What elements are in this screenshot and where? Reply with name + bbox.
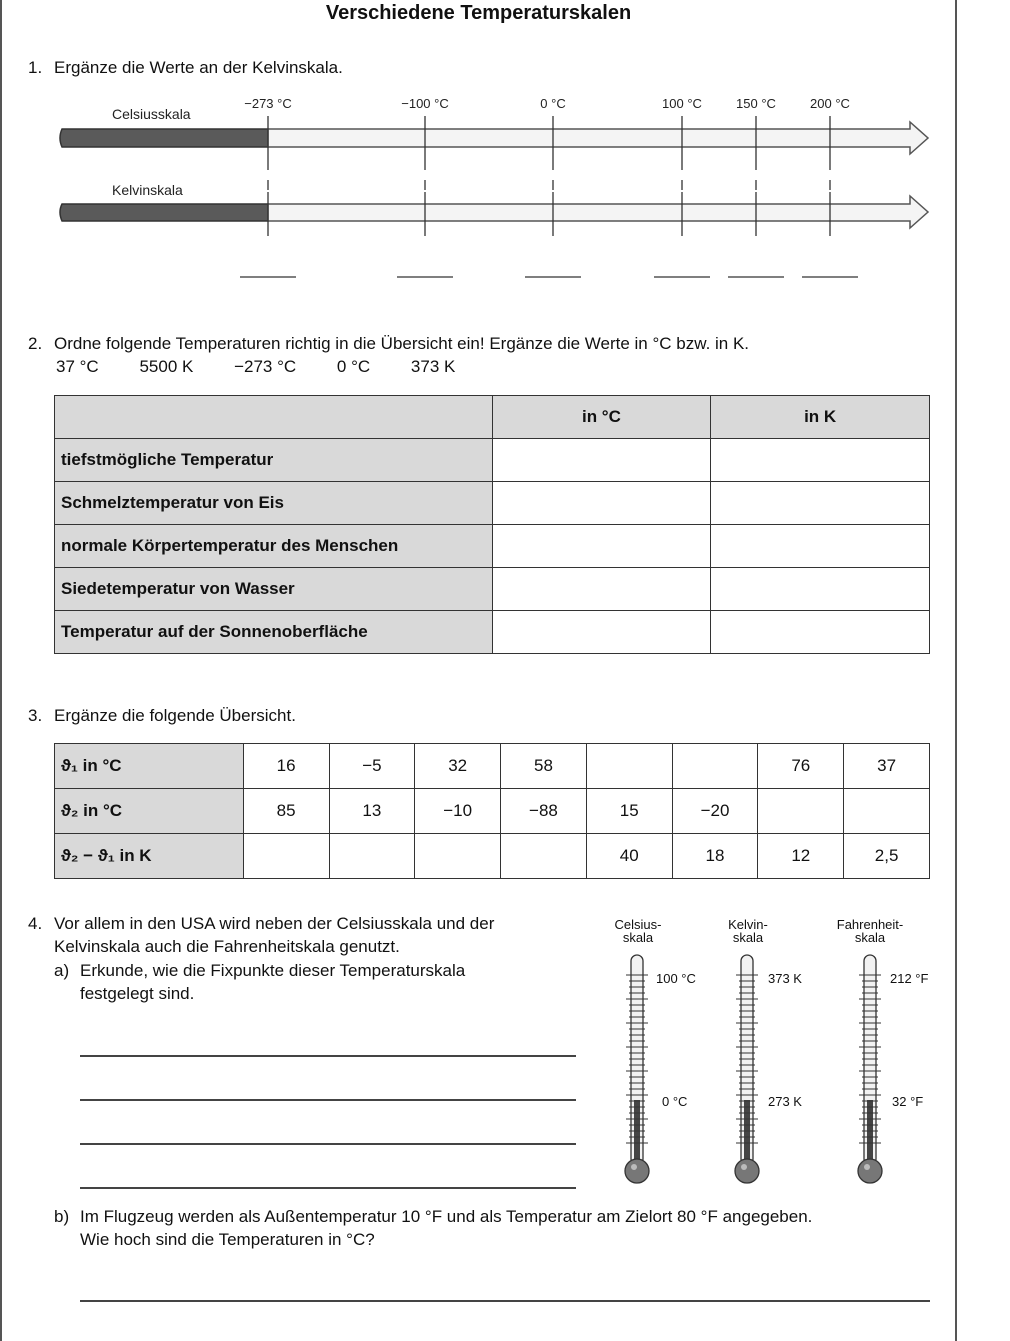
caption-line: skala [732,930,764,945]
subquestion-text: Im Flugzeug werden als Außentemperatur 10 °F und als Temperatur am Zielort 80 °F angegeben. [80,1207,813,1226]
question-number: 3. [28,706,43,725]
row-label: ϑ₁ in °C [55,744,244,789]
row-label: tiefstmögliche Temperatur [55,439,493,482]
celsius-scale-label: Celsiusskala [112,106,191,122]
tick-label: 0 °C [540,96,566,111]
thermometer-top-value: 373 K [768,971,802,986]
answer-line[interactable] [80,1187,576,1189]
temperature-item: 373 K [410,357,456,376]
thermometer-top-value: 212 °F [890,971,929,986]
question-number: 4. [28,914,43,933]
header-kelvin: in K [711,396,930,439]
subquestion-label: a) [54,961,70,980]
table-row [55,439,930,482]
table-cell[interactable]: 12 [758,834,844,879]
subquestion-a [54,961,465,981]
question-number: 1. [28,58,43,77]
header-empty [55,396,493,439]
table-cell[interactable] [758,789,844,834]
kelvin-scale-bar [60,196,928,228]
table-cell[interactable] [329,834,415,879]
question-text: Ergänze die folgende Übersicht. [54,706,296,725]
answer-cell-kelvin[interactable] [711,482,930,525]
thermometer-caption [820,918,920,944]
answer-cell-celsius[interactable] [492,568,711,611]
answer-line[interactable] [80,1099,576,1101]
answer-line[interactable] [80,1300,930,1302]
caption-line: Celsius- [614,917,662,932]
thermometer-caption [708,918,788,944]
answer-cell-kelvin[interactable] [711,611,930,654]
celsius-scale-bar [60,122,928,154]
table-row [55,482,930,525]
answer-cell-kelvin[interactable] [711,439,930,482]
table-cell[interactable] [243,834,329,879]
table-row [55,789,930,834]
row-label: Schmelztemperatur von Eis [55,482,493,525]
kelvin-scale-label: Kelvinskala [112,182,183,198]
tick-label: 100 °C [662,96,702,111]
table-row [55,525,930,568]
subquestion-text: Erkunde, wie die Fixpunkte dieser Temperaturskala [80,961,466,980]
caption-line: Fahrenheit- [836,917,904,932]
question-text: Ergänze die Werte an der Kelvinskala. [54,58,343,77]
table-cell[interactable]: 58 [501,744,587,789]
caption-line: skala [854,930,886,945]
page-title: Verschiedene Temperaturskalen [325,2,632,24]
answer-line[interactable] [80,1143,576,1145]
temperature-item: 37 °C [56,357,99,376]
table-cell[interactable]: −10 [415,789,501,834]
scale-diagram [0,0,957,290]
question-text: Vor allem in den USA wird neben der Celsiusskala und der [54,914,495,933]
thermometer-caption [598,918,678,944]
caption-line: Kelvin- [728,917,768,932]
temperature-item: −273 °C [234,357,297,376]
header-celsius: in °C [492,396,711,439]
thermometer-top-value: 100 °C [656,971,696,986]
table-cell[interactable]: 32 [415,744,501,789]
question-3 [28,706,296,726]
temperature-difference-table [54,743,930,879]
answer-cell-kelvin[interactable] [711,568,930,611]
answer-cell-celsius[interactable] [492,482,711,525]
answer-cell-kelvin[interactable] [711,525,930,568]
table-cell[interactable]: 85 [243,789,329,834]
caption-line: skala [622,930,654,945]
question-2 [28,334,749,354]
fahrenheit-thermometer [858,955,882,1183]
temperature-item: 5500 K [139,357,194,376]
table-row [55,834,930,879]
table-header-row [55,396,930,439]
row-label: ϑ₂ in °C [55,789,244,834]
table-cell[interactable]: −20 [672,789,758,834]
temperature-overview-table [54,395,930,654]
tick-label: −273 °C [244,96,292,111]
table-row [55,611,930,654]
table-cell[interactable]: 18 [672,834,758,879]
tick-label: −100 °C [401,96,449,111]
tick-label: 200 °C [810,96,850,111]
table-cell[interactable] [415,834,501,879]
thermometer-bottom-value: 273 K [768,1094,802,1109]
table-cell[interactable] [586,744,672,789]
subquestion-b [54,1207,812,1227]
thermometer-bottom-value: 32 °F [892,1094,924,1109]
subquestion-label: b) [54,1207,70,1226]
question-text: Ordne folgende Temperaturen richtig in die Übersicht ein! Ergänze die Werte in °C bzw. in K. [54,334,750,353]
kelvin-thermometer [735,955,759,1183]
answer-cell-celsius[interactable] [492,439,711,482]
row-label: normale Körpertemperatur des Menschen [55,525,493,568]
temperature-item: 0 °C [336,357,371,376]
table-cell[interactable] [844,789,930,834]
answer-line[interactable] [80,1055,576,1057]
row-label: Temperatur auf der Sonnenoberfläche [55,611,493,654]
temperature-list [56,357,491,377]
subquestion-a-line-2: festgelegt sind. [80,984,195,1003]
table-cell[interactable]: 40 [586,834,672,879]
table-cell[interactable]: 37 [844,744,930,789]
table-cell[interactable]: 15 [586,789,672,834]
row-label: Siedetemperatur von Wasser [55,568,493,611]
table-row [55,568,930,611]
question-4 [28,914,494,934]
question-4-intro-line-2: Kelvinskala auch die Fahrenheitskala genutzt. [54,937,400,956]
table-cell[interactable]: −88 [501,789,587,834]
table-cell[interactable]: 13 [329,789,415,834]
subquestion-b-line-2: Wie hoch sind die Temperaturen in °C? [80,1230,375,1249]
tick-label: 150 °C [736,96,776,111]
question-number: 2. [28,334,43,353]
celsius-thermometer [625,955,649,1183]
table-row [55,744,930,789]
table-cell[interactable]: −5 [329,744,415,789]
table-cell[interactable] [501,834,587,879]
table-cell[interactable]: 16 [243,744,329,789]
row-label: ϑ₂ − ϑ₁ in K [55,834,244,879]
table-cell[interactable]: 2,5 [844,834,930,879]
table-cell[interactable]: 76 [758,744,844,789]
answer-cell-celsius[interactable] [492,525,711,568]
thermometer-bottom-value: 0 °C [662,1094,688,1109]
answer-cell-celsius[interactable] [492,611,711,654]
connector-lines [268,160,830,192]
table-cell[interactable] [672,744,758,789]
